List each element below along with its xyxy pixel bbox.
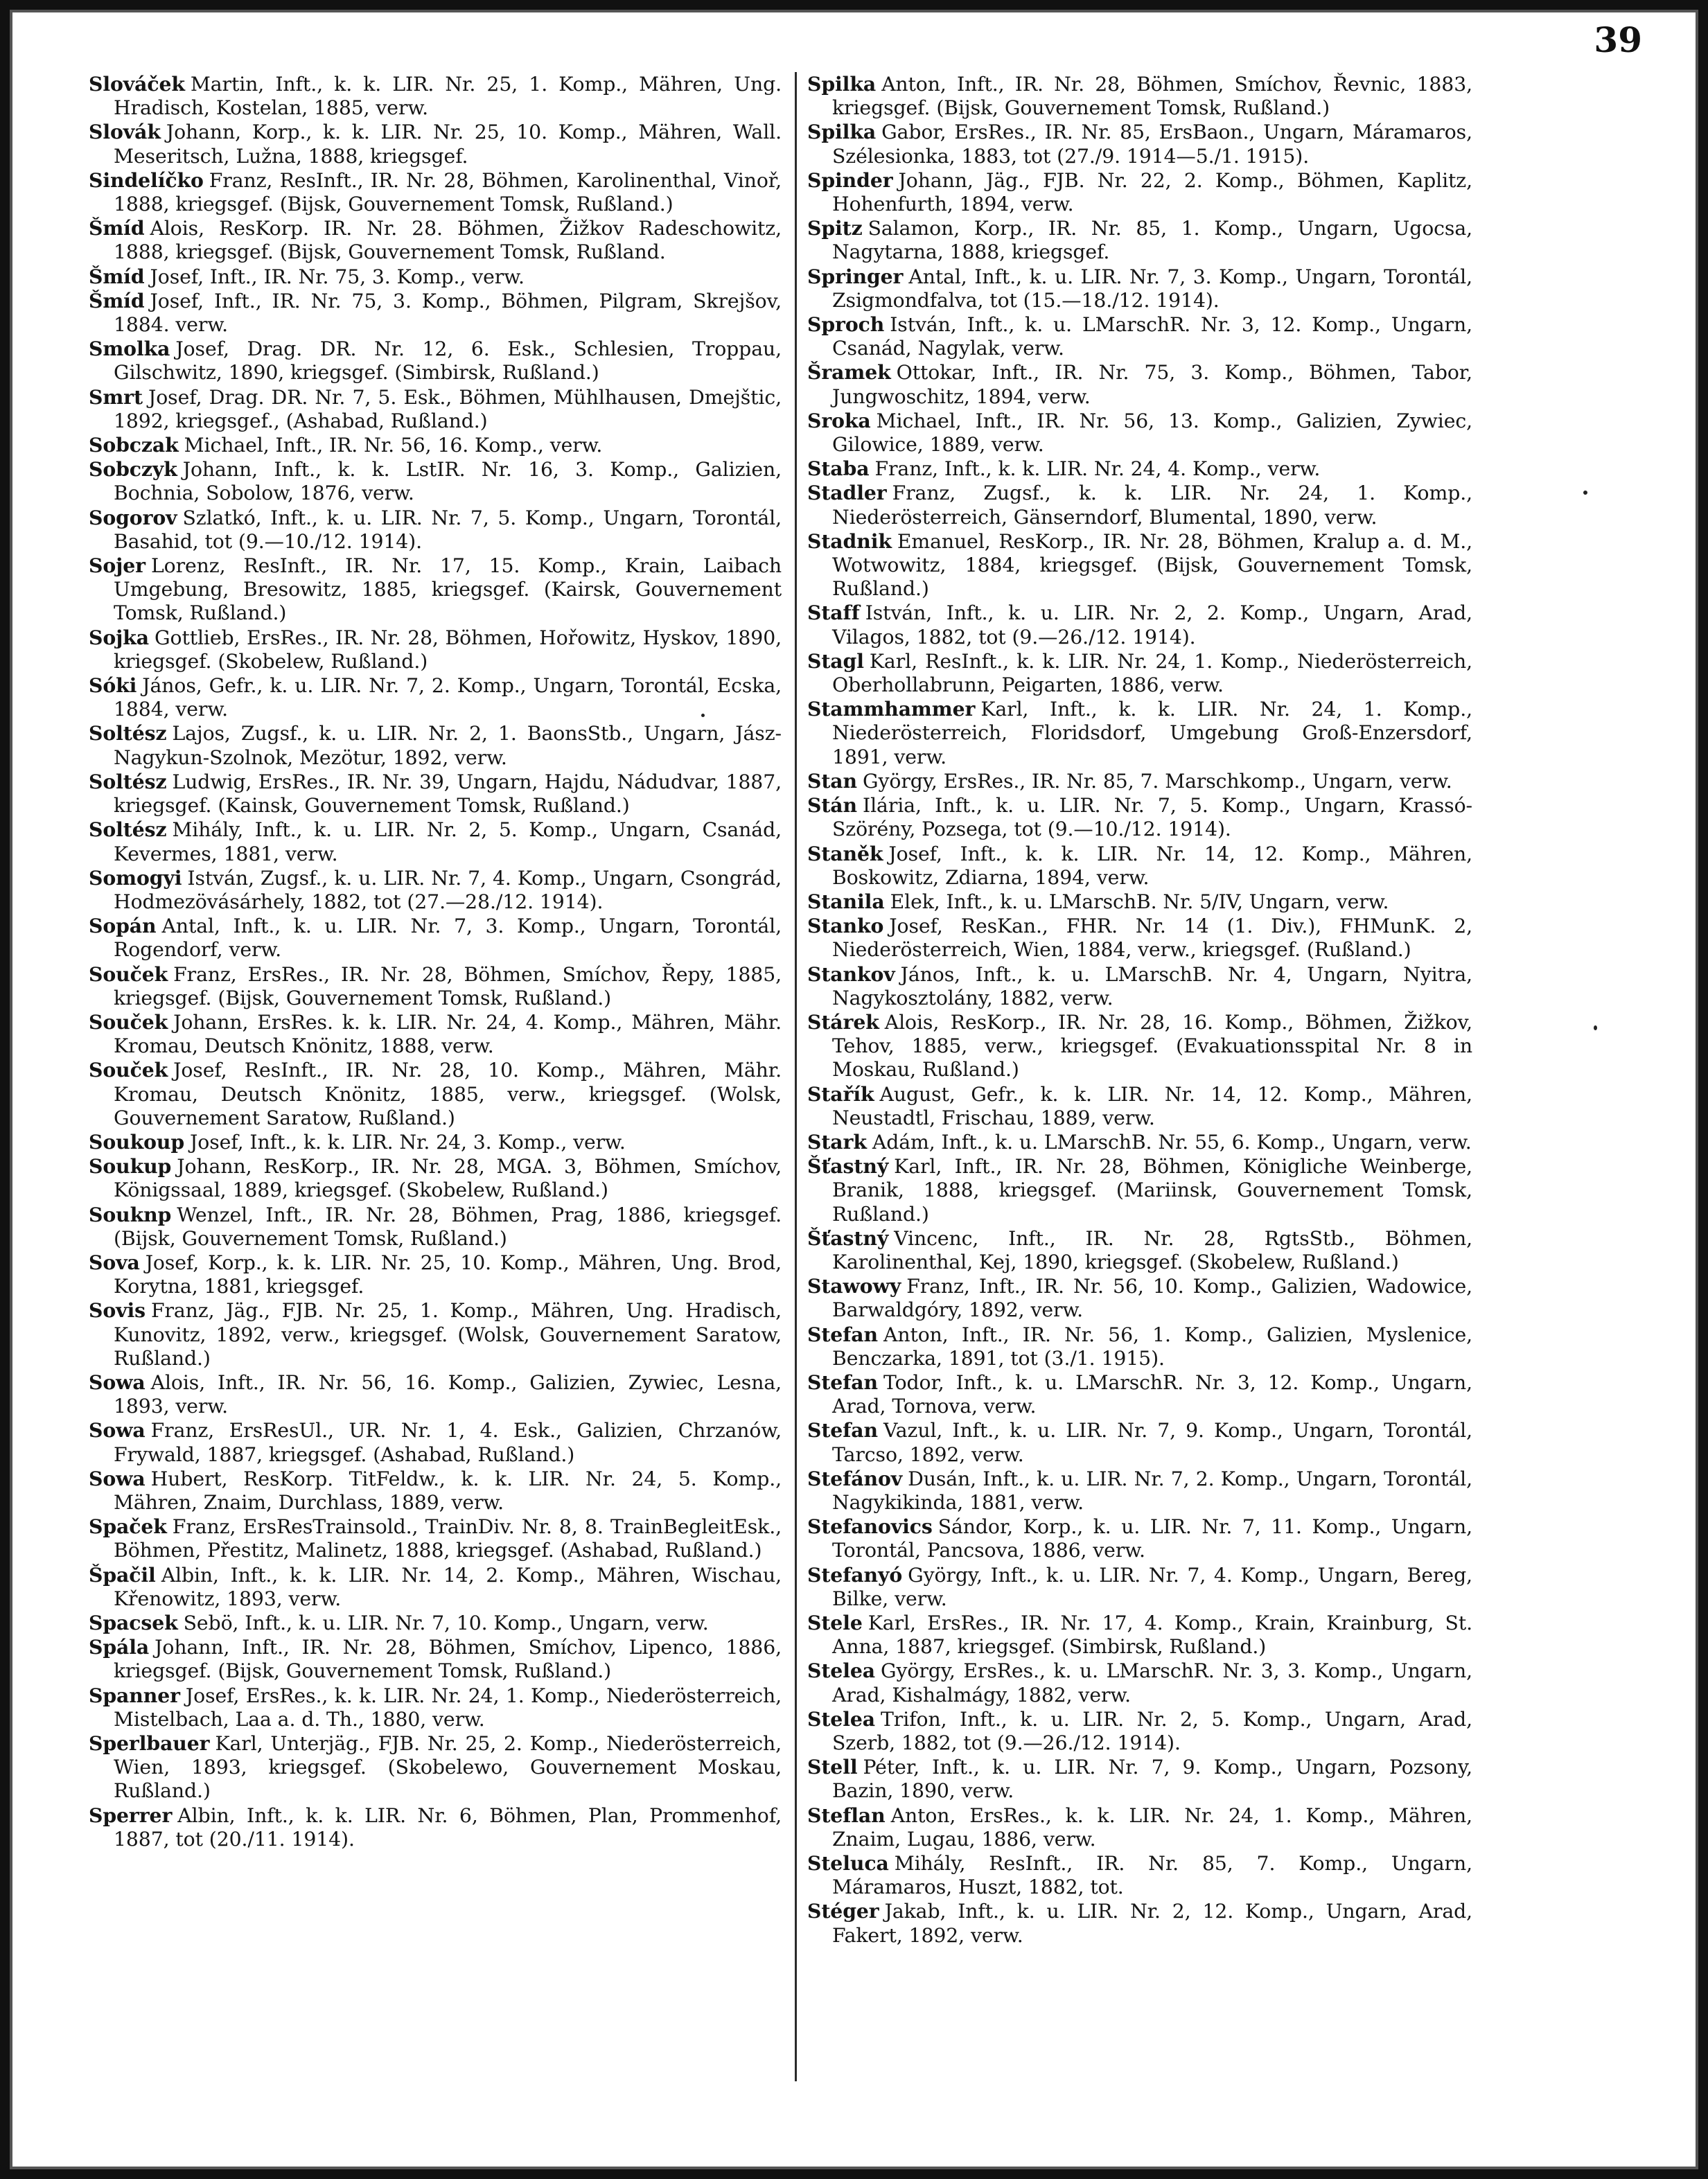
entry-surname: Spilka — [807, 120, 877, 144]
entry-details: Anton, ErsRes., k. k. LIR. Nr. 24, 1. Komp., Mähren, Znaim, Lugau, 1886, verw. — [832, 1803, 1472, 1851]
register-entry — [89, 1154, 782, 1202]
entry-details: Sándor, Korp., k. u. LIR. Nr. 7, 11. Komp., Ungarn, Torontál, Pancsova, 1886, verw. — [832, 1515, 1472, 1562]
register-entry — [89, 385, 782, 433]
entry-surname: Spilka — [807, 72, 877, 96]
entry-details: Ludwig, ErsRes., IR. Nr. 39, Ungarn, Hajdu, Nádudvar, 1887, kriegsgef. (Kainsk, Gouvernement Tomsk, Rußland.) — [114, 770, 782, 818]
page-number: 39 — [1594, 19, 1642, 60]
register-entry — [89, 721, 782, 769]
register-entry — [89, 1803, 782, 1851]
entry-surname: Stanko — [807, 914, 884, 938]
entry-surname: Stárek — [807, 1009, 879, 1034]
entry-surname: Sowa — [89, 1466, 146, 1490]
entry-details: Josef, Drag. DR. Nr. 7, 5. Esk., Böhmen, Mühlhausen, Dmejštic, 1892, kriegsgef., (Ashabad, Rußland.) — [114, 385, 782, 432]
entry-surname: Soukup — [89, 1154, 172, 1179]
entry-details: György, Inft., k. u. LIR. Nr. 7, 4. Komp., Ungarn, Bereg, Bilke, verw. — [832, 1563, 1472, 1610]
entry-details: Franz, ErsResUl., UR. Nr. 1, 4. Esk., Galizien, Chrzanów, Frywald, 1887, kriegsgef. (Ashabad, Rußland.) — [114, 1419, 782, 1466]
entry-details: Franz, Jäg., FJB. Nr. 25, 1. Komp., Mähren, Ung. Hradisch, Kunovitz, 1892, verw., kriegsgef. (Wolsk, Gouvernement Saratow, Rußland.) — [114, 1299, 782, 1370]
entry-surname: Steflan — [807, 1803, 886, 1827]
entry-surname: Spitz — [807, 216, 863, 240]
entry-details: Franz, ErsRes., IR. Nr. 28, Böhmen, Smíchov, Řepy, 1885, kriegsgef. (Bijsk, Gouvernement Tomsk, Rußland.) — [114, 962, 782, 1009]
register-entry — [89, 866, 782, 914]
register-entry — [807, 1418, 1472, 1466]
entry-surname: Stefan — [807, 1370, 878, 1394]
register-entry — [807, 649, 1472, 697]
register-entry — [807, 216, 1472, 264]
register-entry — [89, 1130, 782, 1154]
register-entry — [89, 1515, 782, 1562]
entry-surname: Soltész — [89, 769, 167, 793]
left-column — [89, 72, 782, 2151]
register-entry — [807, 1659, 1472, 1706]
entry-details: Szlatkó, Inft., k. u. LIR. Nr. 7, 5. Komp., Ungarn, Torontál, Basahid, tot (9.—10./12. 1914). — [114, 506, 782, 553]
entry-surname: Souček — [89, 1058, 168, 1082]
entry-details: Alois, Inft., IR. Nr. 56, 16. Komp., Galizien, Zywiec, Lesna, 1893, verw. — [114, 1370, 782, 1418]
entry-surname: Soukoup — [89, 1129, 185, 1154]
entry-surname: Stankov — [807, 962, 895, 986]
entry-details: Franz, Inft., k. k. LIR. Nr. 24, 4. Komp., verw. — [874, 457, 1321, 481]
register-entry — [89, 506, 782, 554]
entry-surname: Špačil — [89, 1562, 156, 1587]
entry-details: Josef, Inft., IR. Nr. 75, 3. Komp., verw. — [150, 265, 525, 288]
entry-details: Gabor, ErsRes., IR. Nr. 85, ErsBaon., Ungarn, Máramaros, Szélesionka, 1883, tot (27./9. 1914—5./1. 1915). — [832, 121, 1472, 168]
entry-surname: Stefanovics — [807, 1515, 933, 1539]
register-entry — [807, 1010, 1472, 1082]
entry-details: István, Inft., k. u. LMarschR. Nr. 3, 12. Komp., Ungarn, Csanád, Nagylak, verw. — [832, 313, 1472, 360]
entry-surname: Sobczyk — [89, 457, 177, 482]
entry-details: Karl, Inft., k. k. LIR. Nr. 24, 1. Komp., Niederösterreich, Floridsdorf, Umgebung Groß-Enzersdorf, 1891, verw. — [832, 698, 1472, 768]
entry-details: Salamon, Korp., IR. Nr. 85, 1. Komp., Ungarn, Ugocsa, Nagytarna, 1888, kriegsgef. — [832, 217, 1472, 264]
entry-surname: Stelea — [807, 1659, 875, 1683]
entry-surname: Stan — [807, 768, 858, 793]
entry-details: Alois, ResKorp., IR. Nr. 28, 16. Komp., Böhmen, Žižkov, Tehov, 1885, verw., kriegsgef. (Evakuationsspital Nr. 8 in Moskau, Rußland.) — [832, 1010, 1472, 1082]
entry-surname: Sopán — [89, 914, 157, 938]
entry-surname: Sowa — [89, 1370, 146, 1394]
register-entry — [807, 1899, 1472, 1947]
register-entry — [89, 1635, 782, 1683]
entry-details: Josef, Drag. DR. Nr. 12, 6. Esk., Schlesien, Troppau, Gilschwitz, 1890, kriegsgef. (Simbirsk, Rußland.) — [114, 337, 782, 385]
entry-surname: Sperrer — [89, 1803, 173, 1827]
register-entry — [89, 1418, 782, 1466]
register-entry — [807, 457, 1472, 481]
entry-surname: Sindelíčko — [89, 168, 204, 192]
entry-surname: Staff — [807, 601, 860, 625]
register-entry — [807, 1226, 1472, 1274]
register-entry — [89, 1058, 782, 1130]
entry-surname: Sogorov — [89, 505, 177, 529]
entry-details: Vazul, Inft., k. u. LIR. Nr. 7, 9. Komp., Ungarn, Torontál, Tarcso, 1892, verw. — [832, 1419, 1472, 1466]
entry-surname: Steluca — [807, 1851, 889, 1876]
entry-details: Martin, Inft., k. k. LIR. Nr. 25, 1. Komp., Mähren, Ung. Hradisch, Kostelan, 1885, verw. — [114, 73, 782, 120]
entry-surname: Stefan — [807, 1418, 878, 1443]
entry-details: Michael, Inft., IR. Nr. 56, 16. Komp., verw. — [184, 434, 603, 457]
register-entry — [807, 1851, 1472, 1899]
entry-surname: Spaček — [89, 1515, 167, 1539]
entry-surname: Stell — [807, 1755, 858, 1779]
entry-details: Anton, Inft., IR. Nr. 28, Böhmen, Smíchov, Řevnic, 1883, kriegsgef. (Bijsk, Gouvernement Tomsk, Rußland.) — [832, 73, 1472, 120]
entry-surname: Stefanyó — [807, 1562, 903, 1587]
entry-details: Josef, Inft., IR. Nr. 75, 3. Komp., Böhmen, Pilgram, Skrejšov, 1884. verw. — [114, 289, 782, 337]
entry-details: Alois, ResKorp. IR. Nr. 28. Böhmen, Žižkov Radeschowitz, 1888, kriegsgef. (Bijsk, Gouvernement Tomsk, Rußland. — [114, 217, 782, 264]
register-entry — [807, 1323, 1472, 1370]
entry-surname: Staněk — [807, 841, 883, 865]
entry-surname: Souček — [89, 962, 168, 986]
right-column — [807, 72, 1472, 2151]
register-entry — [807, 1563, 1472, 1611]
entry-surname: Stadler — [807, 481, 887, 505]
entry-details: Trifon, Inft., k. u. LIR. Nr. 2, 5. Komp., Ungarn, Arad, Szerb, 1882, tot (9.—26./12. 1914). — [832, 1707, 1472, 1755]
scan-speck — [701, 714, 705, 717]
register-entry — [89, 1611, 782, 1635]
entry-details: Josef, ResKan., FHR. Nr. 14 (1. Div.), FHMunK. 2, Niederösterreich, Wien, 1884, verw., kriegsgef. (Rußland.) — [832, 915, 1472, 962]
register-entry — [89, 1010, 782, 1058]
register-entry — [89, 1684, 782, 1731]
register-entry — [807, 914, 1472, 962]
register-entry — [807, 697, 1472, 769]
register-entry — [807, 1130, 1472, 1154]
entry-details: Karl, ErsRes., IR. Nr. 17, 4. Komp., Krain, Krainburg, St. Anna, 1887, kriegsgef. (Simbirsk, Rußland.) — [832, 1612, 1472, 1659]
entry-surname: Sova — [89, 1250, 140, 1274]
entry-details: Vincenc, Inft., IR. Nr. 28, RgtsStb., Böhmen, Karolinenthal, Kej, 1890, kriegsgef. (Skobelew, Rußland.) — [832, 1226, 1472, 1273]
entry-surname: Stanila — [807, 889, 885, 913]
entry-surname: Stammhammer — [807, 697, 976, 721]
register-entry — [807, 769, 1472, 793]
register-entry — [807, 1370, 1472, 1418]
register-entry — [807, 1467, 1472, 1515]
register-entry — [89, 120, 782, 168]
entry-details: Franz, ErsResTrainsold., TrainDiv. Nr. 8, 8. TrainBegleitEsk., Böhmen, Přestitz, Malinetz, 1888, kriegsgef. (Ashabad, Rußland.) — [114, 1515, 782, 1562]
register-entry — [807, 1755, 1472, 1803]
entry-surname: Stark — [807, 1129, 867, 1154]
entry-details: Johann, Inft., k. k. LstIR. Nr. 16, 3. Komp., Galizien, Bochnia, Sobolow, 1876, verw. — [114, 458, 782, 505]
register-entry — [807, 120, 1472, 168]
entry-details: Albin, Inft., k. k. LIR. Nr. 6, Böhmen, Plan, Prommenhof, 1887, tot (20./11. 1914). — [114, 1803, 782, 1851]
entry-surname: Staba — [807, 457, 870, 481]
register-entry — [807, 890, 1472, 914]
entry-details: Josef, Korp., k. k. LIR. Nr. 25, 10. Komp., Mähren, Ung. Brod, Korytna, 1881, kriegsgef. — [114, 1251, 782, 1298]
entry-details: György, ErsRes., IR. Nr. 85, 7. Marschkomp., Ungarn, verw. — [863, 769, 1452, 793]
entry-surname: Stelea — [807, 1706, 875, 1731]
entry-details: István, Inft., k. u. LIR. Nr. 2, 2. Komp., Ungarn, Arad, Vilagos, 1882, tot (9.—26./12. 1914). — [832, 601, 1472, 649]
entry-details: Ottokar, Inft., IR. Nr. 75, 3. Komp., Böhmen, Tabor, Jungwoschitz, 1894, verw. — [832, 361, 1472, 408]
entry-details: Josef, Inft., k. k. LIR. Nr. 14, 12. Komp., Mähren, Boskowitz, Zdiarna, 1894, verw. — [832, 842, 1472, 889]
register-entry — [807, 312, 1472, 360]
entry-surname: Stagl — [807, 649, 864, 673]
register-entry — [807, 601, 1472, 649]
register-entry — [807, 793, 1472, 841]
entry-surname: Šmíd — [89, 264, 145, 288]
entry-details: János, Gefr., k. u. LIR. Nr. 7, 2. Komp., Ungarn, Torontál, Ecska, 1884, verw. — [114, 674, 782, 721]
entry-surname: Springer — [807, 264, 904, 288]
register-entry — [89, 1251, 782, 1298]
entry-surname: Stefánov — [807, 1466, 903, 1490]
entry-details: Emanuel, ResKorp., IR. Nr. 28, Böhmen, Kralup a. d. M., Wotwowitz, 1884, kriegsgef. (Bijsk, Gouvernement Tomsk, Rußland.) — [832, 529, 1472, 601]
entry-surname: Soltész — [89, 818, 167, 842]
entry-surname: Spinder — [807, 168, 893, 192]
entry-surname: Stawowy — [807, 1274, 901, 1298]
entry-surname: Šmíd — [89, 288, 145, 312]
entry-details: Johann, ResKorp., IR. Nr. 28, MGA. 3, Böhmen, Smíchov, Königssaal, 1889, kriegsgef. (Skobelew, Rußland.) — [114, 1155, 782, 1202]
register-entry — [89, 1203, 782, 1251]
entry-details: Mihály, Inft., k. u. LIR. Nr. 2, 5. Komp., Ungarn, Csanád, Kevermes, 1881, verw. — [114, 818, 782, 865]
entry-surname: Sóki — [89, 673, 137, 698]
register-entry — [89, 457, 782, 505]
entry-details: Antal, Inft., k. u. LIR. Nr. 7, 3. Komp., Ungarn, Torontál, Rogendorf, verw. — [114, 915, 782, 962]
register-entry — [807, 1803, 1472, 1851]
register-entry — [807, 360, 1472, 408]
entry-details: Hubert, ResKorp. TitFeldw., k. k. LIR. Nr. 24, 5. Komp., Mähren, Znaim, Durchlass, 1889, verw. — [114, 1467, 782, 1514]
entry-details: Gottlieb, ErsRes., IR. Nr. 28, Böhmen, Hořowitz, Hyskov, 1890, kriegsgef. (Skobelew, Rußland.) — [114, 626, 782, 673]
entry-surname: Spála — [89, 1635, 150, 1659]
entry-surname: Stele — [807, 1611, 863, 1634]
entry-details: Michael, Inft., IR. Nr. 56, 13. Komp., Galizien, Zywiec, Gilowice, 1889, verw. — [832, 409, 1472, 457]
register-entry — [807, 962, 1472, 1010]
entry-details: Johann, ErsRes. k. k. LIR. Nr. 24, 4. Komp., Mähren, Mähr. Kromau, Deutsch Knönitz, 1888, verw. — [114, 1010, 782, 1058]
entry-details: Antal, Inft., k. u. LIR. Nr. 7, 3. Komp., Ungarn, Torontál, Zsigmondfalva, tot (15.—18./12. 1914). — [832, 265, 1472, 312]
entry-surname: Šťastný — [807, 1226, 889, 1250]
entry-details: Mihály, ResInft., IR. Nr. 85, 7. Komp., Ungarn, Máramaros, Huszt, 1882, tot. — [832, 1852, 1472, 1899]
register-entry — [89, 554, 782, 626]
entry-surname: Sroka — [807, 408, 871, 432]
entry-surname: Sproch — [807, 312, 885, 337]
entry-surname: Sperlbauer — [89, 1731, 210, 1756]
entry-details: Johann, Jäg., FJB. Nr. 22, 2. Komp., Böhmen, Kaplitz, Hohenfurth, 1894, verw. — [832, 168, 1472, 216]
entry-surname: Šmíd — [89, 216, 145, 240]
register-entry — [807, 265, 1472, 312]
register-entry — [807, 842, 1472, 890]
register-entry — [807, 409, 1472, 457]
register-entry — [807, 529, 1472, 601]
entry-details: Karl, ResInft., k. k. LIR. Nr. 24, 1. Komp., Niederösterreich, Oberhollabrunn, Peigarten, 1886, verw. — [832, 649, 1472, 697]
entry-details: Lorenz, ResInft., IR. Nr. 17, 15. Komp., Krain, Laibach Umgebung, Bresowitz, 1885, kriegsgef. (Kairsk, Gouvernement Tomsk, Rußland.) — [114, 554, 782, 625]
entry-details: István, Zugsf., k. u. LIR. Nr. 7, 4. Komp., Ungarn, Csongrád, Hodmezövásárhely, 1882, tot (27.—28./12. 1914). — [114, 866, 782, 913]
entry-surname: Stadnik — [807, 529, 892, 553]
entry-details: Anton, Inft., IR. Nr. 56, 1. Komp., Galizien, Myslenice, Benczarka, 1891, tot (3./1. 1915). — [832, 1323, 1472, 1370]
register-entry — [89, 914, 782, 962]
register-entry — [89, 1467, 782, 1515]
entry-details: Johann, Inft., IR. Nr. 28, Böhmen, Smíchov, Lipenco, 1886, kriegsgef. (Bijsk, Gouvernement Tomsk, Rußland.) — [114, 1636, 782, 1683]
register-entry — [807, 168, 1472, 216]
entry-details: Todor, Inft., k. u. LMarschR. Nr. 3, 12. Komp., Ungarn, Arad, Tornova, verw. — [832, 1370, 1472, 1418]
register-entry — [89, 1563, 782, 1611]
entry-details: Adám, Inft., k. u. LMarschB. Nr. 55, 6. Komp., Ungarn, verw. — [872, 1130, 1472, 1154]
entry-details: Ilária, Inft., k. u. LIR. Nr. 7, 5. Komp., Ungarn, Krassó-Szörény, Pozsega, tot (9.—10./12. 1914). — [832, 794, 1472, 841]
entry-surname: Šťastný — [807, 1154, 889, 1179]
entry-surname: Spanner — [89, 1683, 180, 1707]
entry-surname: Stéger — [807, 1899, 879, 1923]
register-entry — [89, 289, 782, 337]
register-entry — [89, 673, 782, 721]
entry-surname: Slovák — [89, 120, 161, 144]
entry-details: Franz, Zugsf., k. k. LIR. Nr. 24, 1. Komp., Niederösterreich, Gänserndorf, Blumental, 1890, verw. — [832, 482, 1472, 529]
entry-details: August, Gefr., k. k. LIR. Nr. 14, 12. Komp., Mähren, Neustadtl, Frischau, 1889, verw. — [832, 1082, 1472, 1129]
entry-surname: Somogyi — [89, 865, 182, 890]
entry-details: Josef, Inft., k. k. LIR. Nr. 24, 3. Komp., verw. — [190, 1130, 626, 1154]
register-entry — [807, 481, 1472, 529]
entry-details: Péter, Inft., k. u. LIR. Nr. 7, 9. Komp., Ungarn, Pozsony, Bazin, 1890, verw. — [832, 1756, 1472, 1803]
entry-details: Lajos, Zugsf., k. u. LIR. Nr. 2, 1. BaonsStb., Ungarn, Jász-Nagykun-Szolnok, Mezötur, 1892, verw. — [114, 722, 782, 769]
entry-surname: Sojer — [89, 554, 146, 578]
entry-details: Karl, Inft., IR. Nr. 28, Böhmen, Königliche Weinberge, Branik, 1888, kriegsgef. (Mariinsk, Gouvernement Tomsk, Rußland.) — [832, 1155, 1472, 1226]
entry-surname: Souknp — [89, 1202, 172, 1226]
entry-surname: Soltész — [89, 721, 167, 746]
entry-details: György, ErsRes., k. u. LMarschR. Nr. 3, 3. Komp., Ungarn, Arad, Kishalmágy, 1882, verw. — [832, 1659, 1472, 1706]
register-entry — [89, 337, 782, 385]
register-entry — [807, 1082, 1472, 1130]
entry-surname: Sojka — [89, 625, 149, 649]
entry-surname: Souček — [89, 1009, 168, 1034]
entry-details: Sebö, Inft., k. u. LIR. Nr. 7, 10. Komp., Ungarn, verw. — [183, 1612, 709, 1634]
entry-details: Jakab, Inft., k. u. LIR. Nr. 2, 12. Komp., Ungarn, Arad, Fakert, 1892, verw. — [832, 1900, 1472, 1947]
entry-surname: Stán — [807, 793, 858, 818]
register-entry — [89, 818, 782, 865]
register-entry — [807, 1274, 1472, 1322]
register-entry — [89, 770, 782, 818]
entry-surname: Šramek — [807, 360, 891, 385]
register-entry — [89, 72, 782, 120]
register-entry — [89, 626, 782, 673]
entry-details: Franz, ResInft., IR. Nr. 28, Böhmen, Karolinenthal, Vinoř, 1888, kriegsgef. (Bijsk, Gouvernement Tomsk, Rußland.) — [114, 168, 782, 216]
column-divider — [795, 72, 797, 2081]
register-entry — [89, 216, 782, 264]
register-entry — [807, 72, 1472, 120]
entry-surname: Sobczak — [89, 433, 179, 457]
register-entry — [89, 168, 782, 216]
register-entry — [89, 265, 782, 289]
entry-details: Wenzel, Inft., IR. Nr. 28, Böhmen, Prag, 1886, kriegsgef. (Bijsk, Gouvernement Tomsk, Rußland.) — [114, 1203, 782, 1250]
entry-surname: Sowa — [89, 1418, 146, 1443]
register-entry — [89, 962, 782, 1010]
scan-speck — [1583, 491, 1587, 495]
entry-surname: Stařík — [807, 1082, 874, 1106]
register-entry — [89, 433, 782, 457]
register-entry — [807, 1515, 1472, 1562]
entry-details: Josef, ResInft., IR. Nr. 28, 10. Komp., Mähren, Mähr. Kromau, Deutsch Knönitz, 1885, verw., kriegsgef. (Wolsk, Gouvernement Saratow, Rußland.) — [114, 1059, 782, 1129]
entry-details: Dusán, Inft., k. u. LIR. Nr. 7, 2. Komp., Ungarn, Torontál, Nagykikinda, 1881, verw. — [832, 1467, 1472, 1514]
register-entry — [807, 1707, 1472, 1755]
entry-details: János, Inft., k. u. LMarschB. Nr. 4, Ungarn, Nyitra, Nagykosztolány, 1882, verw. — [832, 962, 1472, 1009]
entry-details: Elek, Inft., k. u. LMarschB. Nr. 5/IV, Ungarn, verw. — [890, 890, 1389, 913]
entry-surname: Smolka — [89, 337, 170, 361]
entry-details: Josef, ErsRes., k. k. LIR. Nr. 24, 1. Komp., Niederösterreich, Mistelbach, Laa a. d. Th., 1880, verw. — [114, 1684, 782, 1731]
register-entry — [807, 1154, 1472, 1226]
entry-surname: Smrt — [89, 385, 143, 409]
scan-speck — [1594, 1025, 1597, 1030]
entry-details: Albin, Inft., k. k. LIR. Nr. 14, 2. Komp., Mähren, Wischau, Křenowitz, 1893, verw. — [114, 1563, 782, 1610]
entry-surname: Sovis — [89, 1298, 146, 1323]
register-entry — [807, 1611, 1472, 1659]
entry-surname: Slováček — [89, 72, 185, 96]
register-entry — [89, 1731, 782, 1803]
entry-details: Johann, Korp., k. k. LIR. Nr. 25, 10. Komp., Mähren, Wall. Meseritsch, Lužna, 1888, kriegsgef. — [114, 121, 782, 168]
register-entry — [89, 1298, 782, 1370]
entry-details: Franz, Inft., IR. Nr. 56, 10. Komp., Galizien, Wadowice, Barwaldgóry, 1892, verw. — [832, 1275, 1472, 1322]
entry-details: Karl, Unterjäg., FJB. Nr. 25, 2. Komp., Niederösterreich, Wien, 1893, kriegsgef. (Skobelewo, Gouvernement Moskau, Rußland.) — [114, 1732, 782, 1803]
entry-surname: Spacsek — [89, 1611, 178, 1634]
entry-surname: Stefan — [807, 1322, 878, 1346]
register-entry — [89, 1370, 782, 1418]
